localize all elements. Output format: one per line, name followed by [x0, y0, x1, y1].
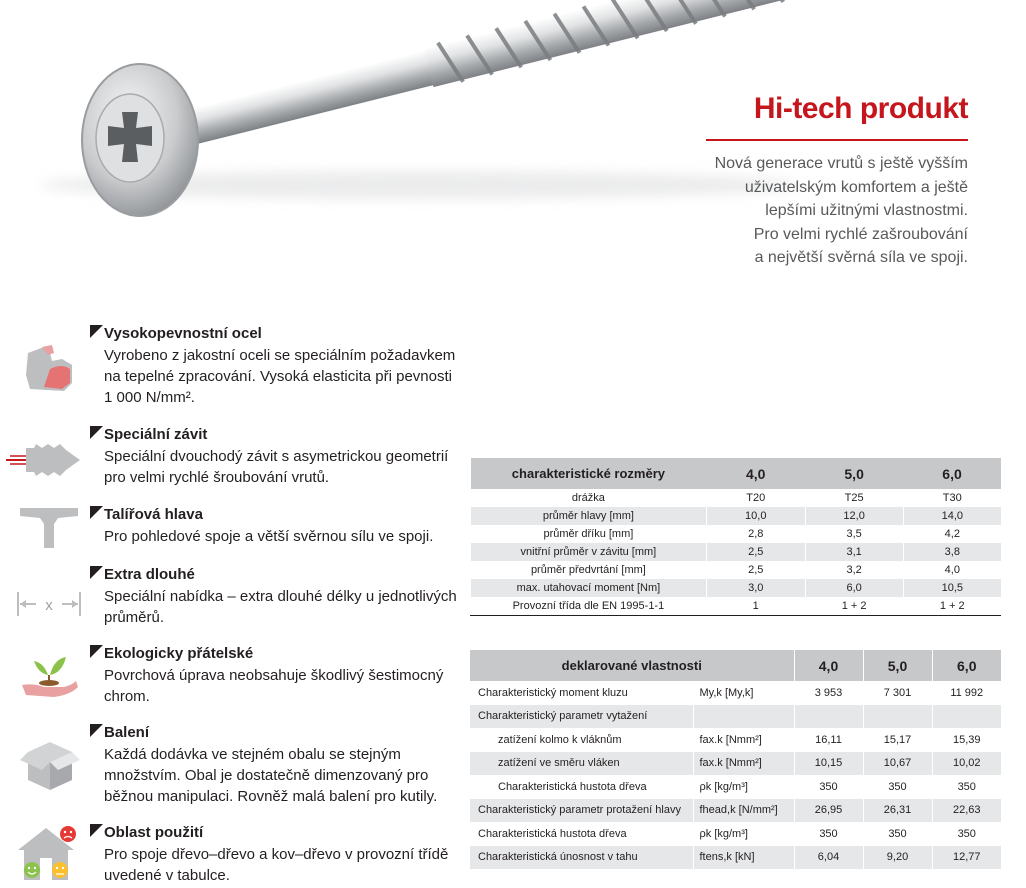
- table-header-cell: 6,0: [932, 650, 1001, 681]
- table-row: [471, 489, 1002, 507]
- table-cell: 3,8: [903, 543, 1001, 561]
- table-row: [471, 597, 1002, 616]
- table-cell: 3,5: [805, 525, 903, 543]
- table-cell: 4,2: [903, 525, 1001, 543]
- feature-line: 1 000 N/mm².: [104, 389, 195, 406]
- table-cell: Charakteristický moment kluzu: [478, 686, 628, 699]
- table-header-row: [470, 650, 1001, 681]
- table-row: [471, 507, 1002, 525]
- table-cell: 2,8: [706, 525, 805, 543]
- table-cell: 350: [932, 775, 1001, 799]
- table-cell: 10,0: [706, 507, 805, 525]
- feature-title: Speciální závit: [104, 426, 208, 443]
- table-cell: 350: [794, 822, 863, 846]
- hero-line: lepšími užitnými vlastnostmi.: [765, 202, 968, 219]
- table-header-cell: charakteristické rozměry: [471, 458, 707, 489]
- table-header-row: [471, 458, 1002, 489]
- feature-line: průměrů.: [104, 609, 165, 626]
- table-cell: 6,04: [794, 846, 863, 870]
- feature-text: [104, 345, 456, 408]
- table-cell: 350: [794, 775, 863, 799]
- table-cell: 350: [863, 822, 932, 846]
- plant-hand-icon: [14, 645, 84, 705]
- table-cell: 3,2: [805, 561, 903, 579]
- table-cell: ftens,k [kN]: [693, 846, 794, 870]
- table-cell: [693, 705, 794, 729]
- feature-line: Vyrobeno z jakostní oceli se speciálním požadavkem: [104, 347, 456, 364]
- length-x-label: x: [45, 597, 53, 614]
- feature-text: [104, 844, 456, 886]
- bullet-triangle: [90, 824, 103, 837]
- table-cell: 1 + 2: [805, 597, 903, 616]
- feature-line: Každá dodávka ve stejném obalu se stejným: [104, 746, 401, 763]
- table-cell: zatížení ve směru vláken: [470, 752, 693, 776]
- table-cell: ρk [kg/m³]: [693, 822, 794, 846]
- feature-title: Oblast použití: [104, 824, 204, 841]
- table-cell: průměr hlavy [mm]: [471, 507, 707, 525]
- table-cell: Charakteristický parametr protažení hlavy: [470, 799, 693, 823]
- table-row: [470, 681, 1001, 705]
- table-cell: 4,0: [903, 561, 1001, 579]
- table-header-cell: 5,0: [863, 650, 932, 681]
- feature-line: chrom.: [104, 688, 150, 705]
- table-cell: 1 + 2: [903, 597, 1001, 616]
- table-cell: 1: [706, 597, 805, 616]
- table-cell: 7 301: [863, 681, 932, 705]
- table-cell: 10,02: [932, 752, 1001, 776]
- table-cell: T25: [805, 489, 903, 507]
- muscle-arm-icon: [14, 339, 84, 399]
- feature-line: Pro spoje dřevo–dřevo a kov–dřevo v provozní třídě: [104, 846, 449, 863]
- hero-description: [690, 152, 968, 270]
- table-row: [470, 846, 1001, 870]
- length-arrows-icon: [14, 574, 84, 634]
- table-cell: 22,63: [932, 799, 1001, 823]
- dimensions-table: [470, 458, 1001, 616]
- table-cell: 2,5: [706, 561, 805, 579]
- table-cell: 3 953: [794, 681, 863, 705]
- table-cell: 14,0: [903, 507, 1001, 525]
- table-row: [470, 705, 1001, 729]
- table-cell: fhead,k [N/mm²]: [693, 799, 794, 823]
- table-cell: Charakteristická hustota dřeva: [498, 780, 647, 793]
- table-cell: max. utahovací moment [Nm]: [471, 579, 707, 597]
- table-cell: [932, 705, 1001, 729]
- table-cell: [794, 705, 863, 729]
- table-row: [470, 752, 1001, 776]
- table-row: [470, 728, 1001, 752]
- table-cell: Charakteristický parametr vytažení: [470, 705, 693, 729]
- hero-line: a největší svěrná síla ve spoji.: [754, 249, 968, 266]
- feature-line: Speciální dvouchodý závit s asymetrickou geometrií: [104, 448, 449, 465]
- bullet-triangle: [90, 426, 103, 439]
- table-header-cell: deklarované vlastnosti: [470, 650, 794, 681]
- feature-line: uvedené v tabulce.: [104, 867, 230, 884]
- feature-line: na tepelné zpracování. Vysoká elasticita při pevnosti: [104, 368, 452, 385]
- table-cell: My,k [My,k]: [693, 681, 794, 705]
- table-cell: 3,0: [706, 579, 805, 597]
- feature-line: Pro pohledové spoje a větší svěrnou sílu ve spoji.: [104, 528, 434, 545]
- hero-line: Nová generace vrutů s ještě vyšším: [714, 155, 968, 172]
- table-cell: 12,0: [805, 507, 903, 525]
- table-row: [471, 561, 1002, 579]
- table-cell: [863, 705, 932, 729]
- table-cell: 3,1: [805, 543, 903, 561]
- table-cell: 10,67: [863, 752, 932, 776]
- table-cell: průměr dříku [mm]: [471, 525, 707, 543]
- table-header-cell: 4,0: [706, 458, 805, 489]
- table-cell: 10,15: [794, 752, 863, 776]
- table-header-cell: 6,0: [903, 458, 1001, 489]
- table-cell: drážka: [471, 489, 707, 507]
- feature-line: množstvím. Obal je dostatečně dimenzovaný pro: [104, 767, 429, 784]
- table-cell: 2,5: [706, 543, 805, 561]
- feature-title: Ekologicky přátelské: [104, 645, 254, 662]
- table-cell: 15,17: [863, 728, 932, 752]
- screw-thread-icon: [4, 432, 84, 492]
- feature-text: [104, 446, 456, 488]
- table-cell: 15,39: [932, 728, 1001, 752]
- feature-text: [104, 665, 456, 707]
- table-cell: 9,20: [863, 846, 932, 870]
- feature-title: Balení: [104, 724, 150, 741]
- house-faces-icon: [14, 824, 84, 884]
- hero-line: uživatelským komfortem a ještě: [744, 178, 968, 196]
- table-cell: Charakteristická únosnost v tahu: [470, 846, 693, 870]
- hero-divider: [706, 139, 968, 141]
- feature-text: [104, 526, 456, 547]
- table-cell: vnitřní průměr v závitu [mm]: [471, 543, 707, 561]
- table-cell: 11 992: [932, 681, 1001, 705]
- feature-text: [104, 586, 456, 628]
- table-row: [470, 822, 1001, 846]
- declared-properties-table: [470, 650, 1001, 869]
- hero-line: Pro velmi rychlé zašroubování: [753, 225, 968, 243]
- table-cell: T30: [903, 489, 1001, 507]
- table-header-cell: 5,0: [805, 458, 903, 489]
- table-cell: 10,5: [903, 579, 1001, 597]
- feature-line: běžnou manipulaci. Rovněž malá balení pro kutily.: [104, 788, 438, 805]
- table-cell: fax.k [Nmm²]: [693, 728, 794, 752]
- table-cell: 26,31: [863, 799, 932, 823]
- feature-line: Speciální nabídka – extra dlouhé délky u jednotlivých: [104, 588, 457, 605]
- table-cell: 350: [932, 822, 1001, 846]
- table-cell: Provozní třída dle EN 1995-1-1: [471, 597, 707, 616]
- feature-title: Talířová hlava: [104, 506, 203, 523]
- table-header-cell: 4,0: [794, 650, 863, 681]
- table-cell: průměr předvrtání [mm]: [471, 561, 707, 579]
- table-cell: 26,95: [794, 799, 863, 823]
- table-row: [470, 799, 1001, 823]
- table-cell: T20: [706, 489, 805, 507]
- table-row: [471, 525, 1002, 543]
- table-row: [470, 775, 1001, 799]
- bullet-triangle: [90, 506, 103, 519]
- feature-text: [104, 744, 456, 807]
- table-cell: zatížení kolmo k vláknům: [498, 733, 622, 746]
- feature-title: Extra dlouhé: [104, 566, 195, 583]
- plate-head-icon: [14, 500, 84, 560]
- table-cell: 16,11: [794, 728, 863, 752]
- bullet-triangle: [90, 566, 103, 579]
- table-row: [471, 543, 1002, 561]
- bullet-triangle: [90, 325, 103, 338]
- bullet-triangle: [90, 724, 103, 737]
- hero-title: Hi-tech produkt: [753, 92, 968, 125]
- box-icon: [14, 736, 84, 796]
- bullet-triangle: [90, 645, 103, 658]
- table-cell: ρk [kg/m³]: [693, 775, 794, 799]
- feature-line: pro velmi rychlé šroubování vrutů.: [104, 469, 330, 486]
- table-cell: 350: [863, 775, 932, 799]
- feature-title: Vysokopevnostní ocel: [104, 325, 262, 342]
- table-row: [471, 579, 1002, 597]
- table-cell: Charakteristická hustota dřeva: [478, 827, 627, 840]
- table-cell: 6,0: [805, 579, 903, 597]
- table-cell: 12,77: [932, 846, 1001, 870]
- table-cell: fax.k [Nmm²]: [693, 752, 794, 776]
- feature-line: Povrchová úprava neobsahuje škodlivý šestimocný: [104, 667, 444, 684]
